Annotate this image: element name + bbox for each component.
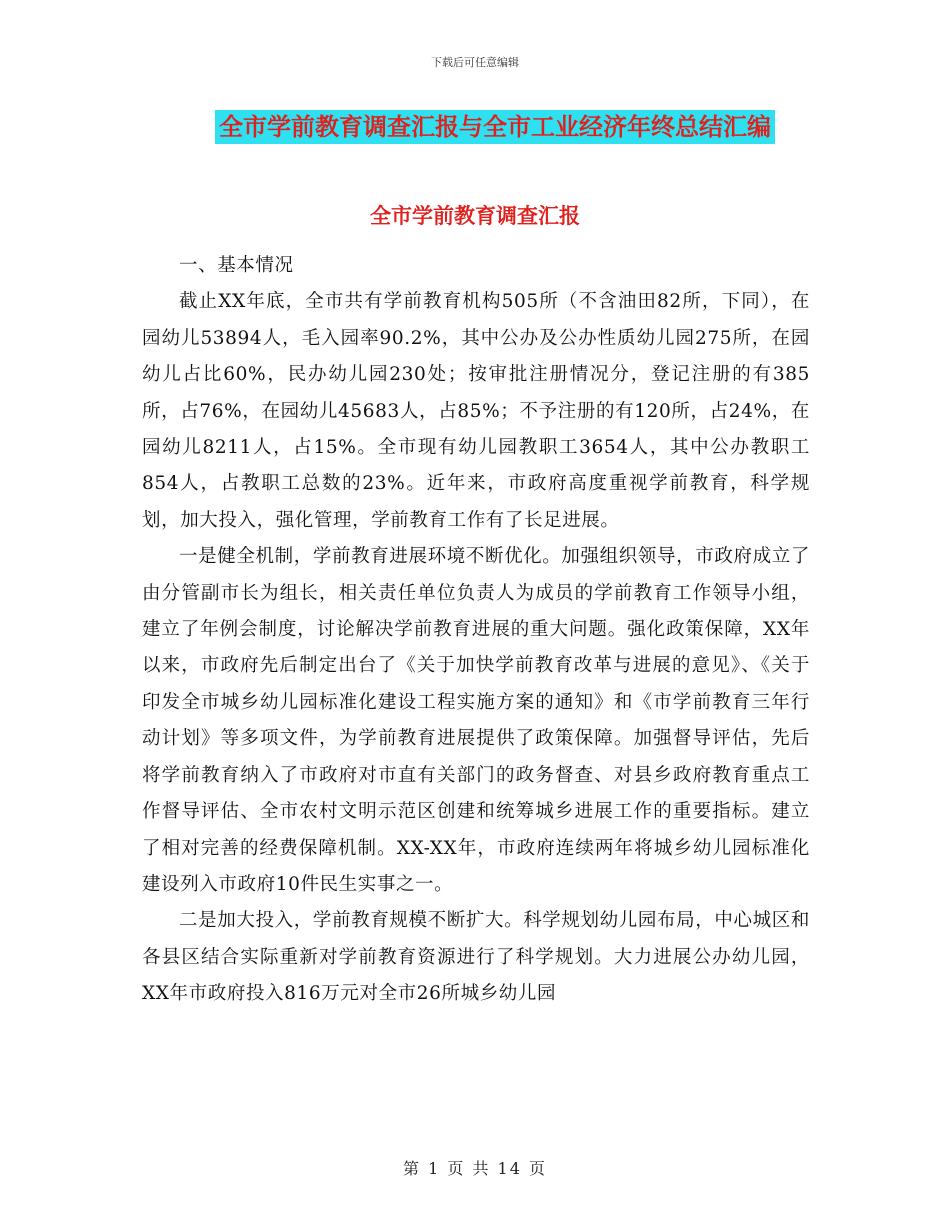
paragraph-mechanism: 一是健全机制，学前教育进展环境不断优化。加强组织领导，市政府成立了由分管副市长为组长，相关责任单位负责人为成员的学前教育工作领导小组，建立了年例会制度，讨论解决学前教育进展的重大问题。强化政策保障，XX年以来，市政府先后制定出台了《关于加快学前教育改革与进展的意见》、《关于印发全市城乡幼儿园标准化建设工程实施方案的通知》和《市学前教育三年行动计划》等多项文件，为学前教育进展提供了政策保障。加强督导评估，先后将学前教育纳入了市政府对市直有关部门的政务督查、对县乡政府教育重点工作督导评估、全市农村文明示范区创建和统筹城乡进展工作的重要指标。建立了相对完善的经费保障机制。XX-XX年，市政府连续两年将城乡幼儿园标准化建设列入市政府10件民生实事之一。 [142, 546, 810, 895]
document-body [142, 248, 810, 1013]
main-title: 全市学前教育调查汇报与全市工业经济年终总结汇编 [215, 110, 775, 144]
main-title-container [0, 110, 950, 144]
paragraph-basic-situation-heading: 一、基本情况 [179, 255, 294, 276]
page-header-note: 下载后可任意编辑 [431, 56, 519, 69]
page-footer: 第 1 页 共 14 页 [403, 1159, 547, 1178]
paragraph-investment: 二是加大投入，学前教育规模不断扩大。科学规划幼儿园布局，中心城区和各县区结合实际重新对学前教育资源进行了科学规划。大力进展公办幼儿园，XX年市政府投入816万元对全市26所城乡幼儿园 [142, 910, 810, 1005]
section-title: 全市学前教育调查汇报 [370, 204, 580, 228]
paragraph-overview: 截止XX年底，全市共有学前教育机构505所（不含油田82所，下同），在园幼儿53894人，毛入园率90.2%，其中公办及公办性质幼儿园275所，在园幼儿占比60%，民办幼儿园230处；按审批注册情况分，登记注册的有385所，占76%，在园幼儿45683人，占85%；不予注册的有120所，占24%，在园幼儿8211人，占15%。全市现有幼儿园教职工3654人，其中公办教职工854人，占教职工总数的23%。近年来，市政府高度重视学前教育，科学规划，加大投入，强化管理，学前教育工作有了长足进展。 [142, 291, 810, 531]
